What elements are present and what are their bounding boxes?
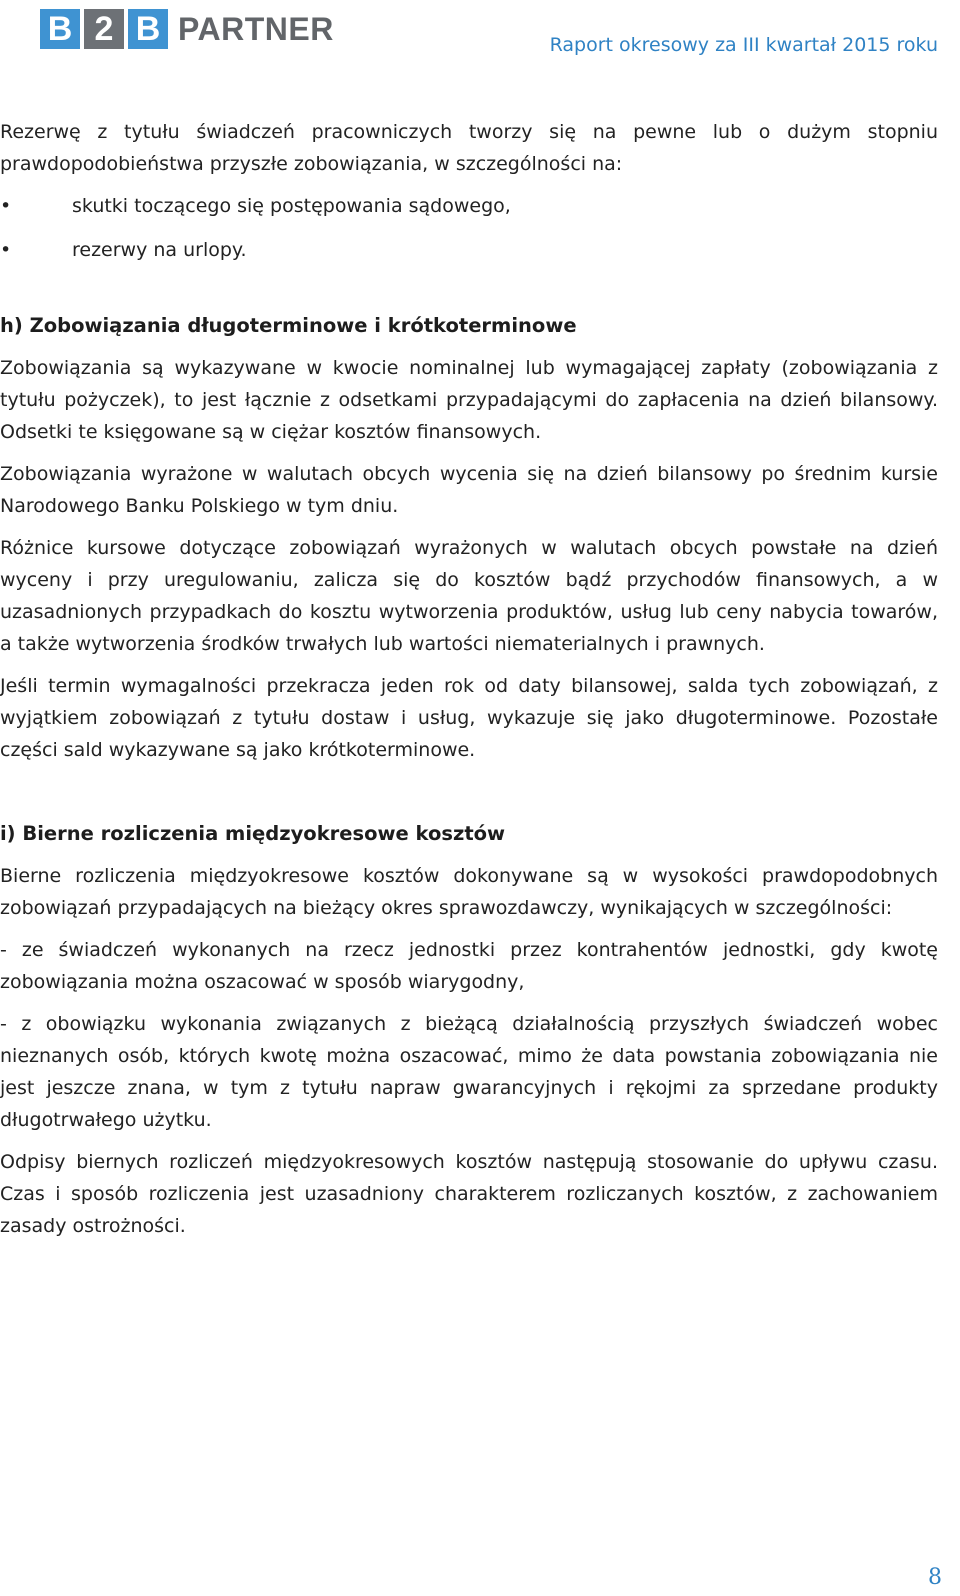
paragraph: Odpisy biernych rozliczeń międzyokresowych kosztów następują stosowanie do upływu czasu. Czas i sposób rozliczenia jest uzasadniony charakterem rozliczanych kosztów, z zachowaniem zasady ostrożności. [0,1151,938,1237]
bullet-marker: • [0,239,12,261]
intro-paragraph: Rezerwę z tytułu świadczeń pracowniczych tworzy się na pewne lub o dużym stopniu prawdopodobieństwa przyszłe zobowiązania, w szczególności na: [0,121,938,175]
paragraph: Jeśli termin wymagalności przekracza jeden rok od daty bilansowej, salda tych zobowiązań, z wyjątkiem zobowiązań z tytułu dostaw i usług, wykazuje się jako długoterminowe. Pozostałe części sald wykazywane są jako krótkoterminowe. [0,675,938,761]
paragraph: Zobowiązania są wykazywane w kwocie nominalnej lub wymagającej zapłaty (zobowiązania z tytułu pożyczek), to jest łącznie z odsetkami przypadającymi do zapłacenia na dzień bilansowy. Odsetki te księgowane są w ciężar kosztów finansowych. [0,357,938,443]
logo-letter-b2: B [128,9,168,49]
bullet-item [0,234,938,266]
paragraph: Bierne rozliczenia międzyokresowe kosztów dokonywane są w wysokości prawdopodobnych zobowiązań przypadających na bieżący okres sprawozdawczy, wynikających w szczególności: [0,865,938,919]
report-title: Raport okresowy za III kwartał 2015 roku [549,34,938,56]
section-heading-h: h) Zobowiązania długoterminowe i krótkoterminowe [0,314,577,337]
bullet-marker: • [0,195,12,217]
section-heading-i: i) Bierne rozliczenia międzyokresowe kosztów [0,822,506,845]
paragraph: Zobowiązania wyrażone w walutach obcych wycenia się na dzień bilansowy po średnim kursie Narodowego Banku Polskiego w tym dniu. [0,463,938,517]
company-logo [40,8,334,50]
logo-digit-2: 2 [84,9,124,49]
paragraph: - z obowiązku wykonania związanych z bieżącą działalnością przyszłych świadczeń wobec nieznanych osób, których kwotę można oszacować, mimo że data powstania zobowiązania nie jest jeszcze znana, w tym z tytułu napraw gwarancyjnych i rękojmi za sprzedane produkty długotrwałego użytku. [0,1013,938,1131]
page-number: 8 [928,1565,942,1590]
paragraph: Różnice kursowe dotyczące zobowiązań wyrażonych w walutach obcych powstałe na dzień wyceny i przy uregulowaniu, zalicza się do kosztów bądź przychodów finansowych, a w uzasadnionych przypadkach do kosztu wytworzenia produktów, usług lub ceny nabycia towarów, a także wytworzenia środków trwałych lub wartości niematerialnych i prawnych. [0,537,938,655]
bullet-item [0,190,938,222]
bullet-text: skutki toczącego się postępowania sądowego, [72,195,511,217]
logo-wordmark: PARTNER [178,11,334,47]
logo-letter-b1: B [40,9,80,49]
bullet-text: rezerwy na urlopy. [72,239,247,261]
document-body [0,116,938,1252]
paragraph: - ze świadczeń wykonanych na rzecz jednostki przez kontrahentów jednostki, gdy kwotę zobowiązania można oszacować w sposób wiarygodny, [0,939,938,993]
